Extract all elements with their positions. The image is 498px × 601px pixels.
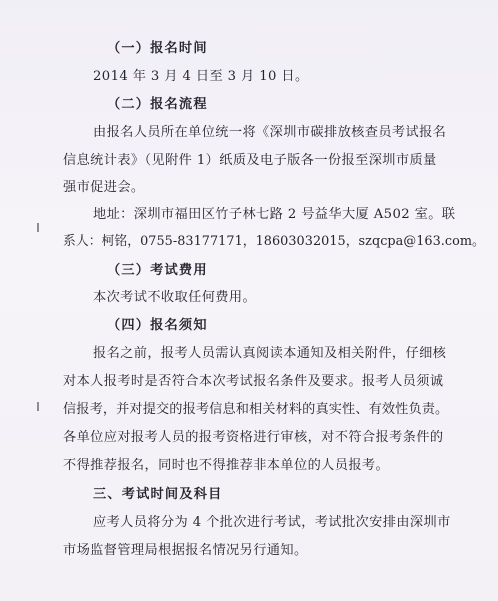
- exam-fee-text: 本次考试不收取任何费用。: [93, 290, 257, 305]
- process-paragraph-line-2: 信息统计表》（见附件 1）纸质及电子版各一份报至深圳市质量: [63, 153, 437, 168]
- process-paragraph-line-1: 由报名人员所在单位统一将《深圳市碳排放核查员考试报名: [93, 125, 447, 140]
- scan-mark: [37, 402, 39, 411]
- notes-line-3: 信报考，并对提交的报考信息和相关材料的真实性、有效性负责。: [63, 402, 449, 417]
- scan-mark: [37, 223, 39, 232]
- notes-line-1: 报名之前，报考人员需认真阅读本通知及相关附件，仔细核: [93, 346, 447, 361]
- part-three-line-2: 市场监督管理局根据报名情况另行通知。: [63, 543, 308, 558]
- notes-line-2: 对本人报考时是否符合本次考试报名条件及要求。报考人员须诚: [63, 374, 444, 389]
- section-heading-exam-fee: （三）考试费用: [107, 263, 208, 278]
- section-heading-registration-process: （二）报名流程: [107, 97, 208, 112]
- address-line-2: 系人：柯铭，0755-83177171，18603032015，szqcpa@163.com。: [63, 234, 485, 249]
- registration-date-text: 2014 年 3 月 4 日至 3 月 10 日。: [93, 69, 309, 84]
- address-line-1: 地址：深圳市福田区竹子林七路 2 号益华大厦 A502 室。联: [93, 207, 456, 222]
- notes-line-5: 不得推荐报名，同时也不得推荐非本单位的人员报考。: [63, 458, 390, 473]
- section-heading-registration-time: （一）报名时间: [107, 41, 208, 56]
- part-three-line-1: 应考人员将分为 4 个批次进行考试，考试批次安排由深圳市: [93, 515, 451, 530]
- notes-line-4: 各单位应对报考人员的报考资格进行审核，对不符合报考条件的: [63, 430, 444, 445]
- part-three-heading: 三、考试时间及科目: [93, 487, 223, 502]
- process-paragraph-line-3: 强市促进会。: [63, 180, 145, 195]
- section-heading-registration-notes: （四）报名须知: [107, 318, 208, 333]
